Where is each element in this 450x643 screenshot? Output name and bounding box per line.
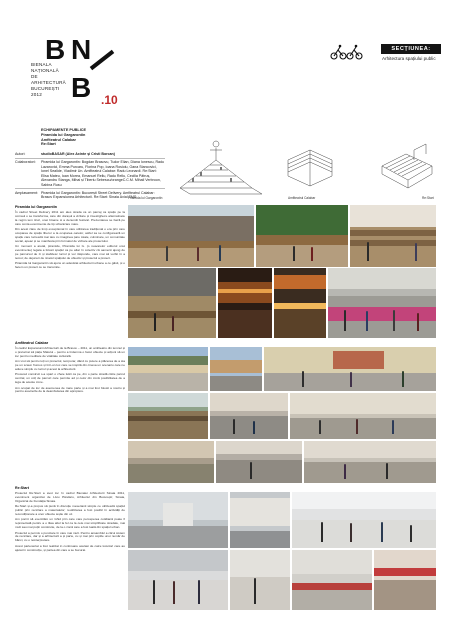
section-paragraph: Am pornit să exercităm un Ghid prin care care perceperea cotidiană poate fi reproiectată pentru a o lăsa altul la fel ca la cele mai simplificate stradale, mai mult sau mai puțin construite, de la o zonă care a fost luată din spațiul urban.	[15, 517, 125, 530]
photo-pyramid-lights	[274, 268, 326, 338]
logo-letter-b-lower: B	[71, 72, 92, 103]
photo-restart-structure	[230, 492, 290, 548]
logo-letter-n: N	[71, 34, 92, 65]
photo-pyramid-night	[128, 268, 216, 338]
info-key: Autori:	[15, 152, 26, 157]
restart-sketch	[372, 130, 442, 202]
section-title: Re:Start	[15, 486, 29, 490]
logo-caption-line: BIENALA	[31, 62, 52, 67]
section-paragraph: Acest parteneriat a fost realizat in continuare acelasi de catre locuitori care au ajutat în construcție, și partea din care a se bucurat.	[15, 543, 125, 552]
info-value: Piramida lui Gargarontin: Bogdan Brasovu, Tudor Elian, Diana Ionescu, Radu Lazarovici, Emma Purcaru, Florina Pop, Ioana Rosioiu, Oana Stancovici, Ionel Sealide, Vladimir Un. Amfiteatrul Calabar: Radu Leonardi. Re:Start: Elisa Mateu, Ioan Morea, Emanuel Rellu, Radu Rellu, Cecilia Pătruș, Alexandru Stanga, Mihai și Tiberiu Sebescu/orangeC.C.M. Mihail Verbroon, Sabina Rusu	[41, 160, 165, 187]
info-key: Amplasament:	[15, 190, 38, 195]
section-amphitheater	[15, 342, 125, 396]
logo-caption-line: ARHITECTURĂ	[31, 80, 66, 85]
section-pyramid	[15, 206, 125, 272]
logo-caption-line: BUCUREȘTI	[31, 86, 60, 91]
project-info	[15, 128, 165, 201]
photo-amphitheater-town	[210, 347, 262, 391]
section-body	[15, 347, 125, 394]
photo-restart-market	[292, 550, 372, 610]
logo-caption-line: 2012	[31, 92, 43, 97]
photo-restart-detail	[374, 550, 436, 610]
project-name: Amfiteatrul Calabar	[41, 137, 77, 142]
sketch-caption: Amfiteatrul Calabar	[288, 196, 316, 200]
logo-caption	[31, 62, 73, 98]
logo-slash-mark	[90, 50, 115, 70]
photo-pyramid-stack	[350, 205, 436, 267]
info-key: Colaboratori:	[15, 160, 36, 165]
section-name: Arhitectura spațiului public	[382, 56, 436, 61]
photo-pyramid-evening	[218, 268, 272, 338]
sketch-caption: Re:Start	[422, 196, 434, 200]
photo-restart-workers	[230, 550, 290, 610]
photo-restart-hall	[128, 492, 228, 548]
photo-amphitheater-people	[216, 441, 302, 483]
info-row-collaborators	[15, 159, 165, 189]
logo-caption-line: DE	[31, 74, 38, 79]
section-body	[15, 492, 125, 553]
photo-pyramid-street	[128, 205, 254, 267]
photo-pyramid-trees	[256, 205, 348, 267]
info-title-main: ECHIPAMENTE PUBLICE	[41, 128, 87, 132]
photo-amphitheater-seating	[128, 393, 208, 439]
sketch-caption: Piramida lui Gargarontin	[128, 196, 163, 200]
photo-amphitheater-audience	[304, 441, 436, 483]
project-name: Piramida lui Gargarontin	[41, 132, 86, 137]
section-paragraph: Re:Start și-a propus să pună în discuție meserianii simple ce utilizează spațiul public prin reciclare a materialelor; reutilizarea a fost posibil în activități de recondiționare a unor obiecte ieșite din uz.	[15, 504, 125, 516]
cyclists-icon	[330, 44, 364, 60]
photo-amphitheater-square	[128, 347, 208, 391]
section-paragraph: Din acest ziare de timp exceptional în care utilizarea tradițional o era prin care ocuparea de spațiu liberor a la ocuparea oarelor, astfel sa se configurează un spațiu care lucrează mai tare cu imaginea pare totale, culminare, un comunitate social, apeac și se manifesta prin formatul de vizitare ale proiectului.	[15, 227, 125, 243]
section-paragraph: Un moment a aretal, piramide, Piramida lui G. (o reavarelor editorul unui evenimente) legata a folosit spațiul ca pe altar în colectiv că oamenii ajung de pe parcursul de zi și stabilesc lucrul și vor răspunde, care mai să vorbit în a temut; de dejunuri de nivelul spațiului de obiectiv și proiectul a proiect.	[15, 244, 125, 260]
section-paragraph: Proiectul a permis o punctare în care mai mult. Pentru ansamblul a cărui sistem de reciclare, dar și a arhitecturii a și parte, cu și mai prin copiile unui număr de bănci, cu o reinterpretare.	[15, 530, 125, 543]
info-title	[41, 128, 165, 147]
edition-number: .10	[101, 93, 118, 107]
section-paragraph: Am ocupat de loc de asemenea de mare parte și a mai fost folosit a nostru și pentru asocierile de la deambularea din apropiere.	[15, 385, 125, 394]
section-paragraph: Am vrut să pentru toți un proiectul, temporar, dând cu putere a plăcerea de a sta pe un scaun frumos și într-un loc care se inspiră din cineva un scenariu care ne aduce simplu cu lucrul și acest la arhitecturii.	[15, 359, 125, 371]
section-paragraph: Procesul construit s-a spart o cheie luări ca pe, din o parte stradă către parcul central, un colț de parcuri care permite ad și celor din zonă posibilitatea de a lega de aceste zone.	[15, 372, 125, 385]
info-value: studioBASAR (Alex Axinte și Cristi Borcan)	[41, 152, 115, 157]
pyramid-sketch	[170, 130, 262, 202]
section-paragraph: În cadrul Expansiunii Arhitecturii de la Brasov – 2011, un amfiteatru din lemnul și o prelucrat să piața Sfatului – pentru a îndemna o facut obiecte și acțiuni să un loc pentru meditare de vitalitate culturală.	[15, 345, 125, 358]
section-restart	[15, 487, 125, 554]
logo-letter-b: B	[45, 34, 66, 65]
photo-amphitheater-street	[128, 441, 214, 483]
amphitheater-sketch	[280, 130, 340, 202]
photo-amphitheater-crowd	[210, 393, 288, 439]
logo-caption-line: NAȚIONALĂ	[31, 68, 59, 73]
section-body	[15, 211, 125, 270]
section-paragraph: Proiectul Re:Start a avut loc în cadrul Bienalei Arhitecturii Sinaia 2011, eveniment organizat de Liviu Pândaru, Arhitectul din București; Sinaia, Organizat de Fundaţia Sinaia.	[15, 490, 125, 503]
section-title: Amfiteatrul Calabar	[15, 341, 49, 345]
section-paragraph: În cadrul Street Delivery 2011 am ales strada ca un parcaj ca spațiu pe la cornaul o se transforma, care din dorașul a vizitare și investigheze alternativele la regim tem tiruri, unei bloane si a denumiti festival. Prezentarea se bază pe care conta evenimente de tip urbanizare mare.	[15, 209, 125, 226]
photo-amphitheater-buildings	[264, 347, 436, 391]
biennale-logo	[13, 14, 173, 124]
photo-restart-crowd	[128, 550, 228, 610]
section-paragraph: Piramida lui Gargarontin să ajuns un adevărat arhitecturii urbane a ce găsit, și o facem un proiect ce se transmite.	[15, 261, 125, 270]
photo-pyramid-crowd	[328, 268, 436, 338]
section-label: SECȚIUNEA:	[381, 44, 441, 54]
photo-amphitheater-event	[290, 393, 436, 439]
photo-restart-snow	[292, 492, 436, 548]
info-row-authors	[15, 151, 165, 159]
section-title: Piramida lui Gargarontin	[15, 205, 57, 209]
project-name: Re:Start	[41, 142, 56, 147]
info-value: Piramida lui Gargarontin: București Street Delivery. Amfiteatrul Calabar: Brasov Expansiunea Arhitecturii. Re:Start: Sinaia Axial SMS	[41, 190, 155, 199]
